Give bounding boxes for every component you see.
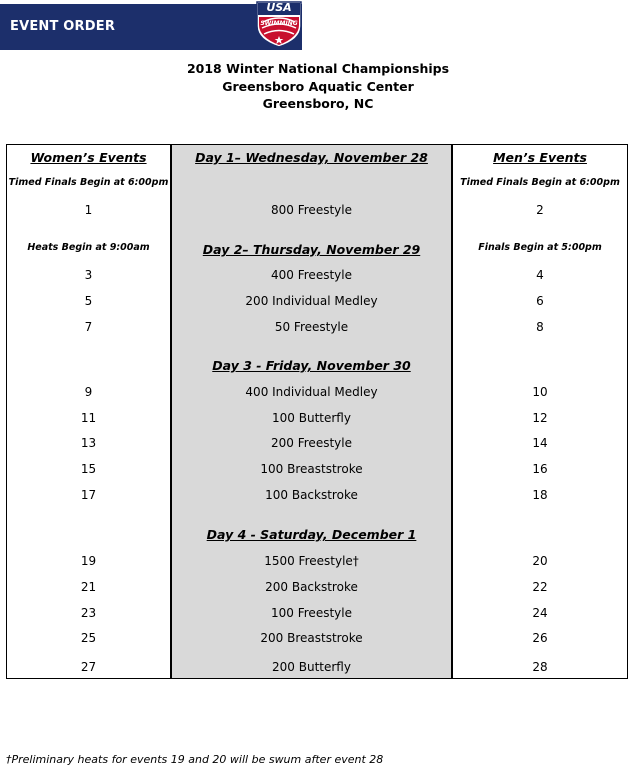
men-event-number: 6: [536, 294, 544, 308]
event-name: 1500 Freestyle†: [264, 554, 359, 568]
event-name: 200 Individual Medley: [245, 294, 378, 308]
event-name: 50 Freestyle: [274, 320, 349, 334]
logo-text-swimming: SWIMMING: [260, 20, 298, 27]
men-event-number: 18: [532, 488, 548, 502]
women-event-number: 5: [84, 294, 93, 308]
men-event-number: 20: [532, 554, 548, 568]
event-name: 200 Breaststroke: [260, 631, 363, 645]
heading-title: 2018 Winter National Championships: [186, 61, 450, 76]
men-event-number: 2: [536, 203, 544, 217]
women-event-number: 15: [80, 462, 97, 476]
women-event-number: 19: [80, 554, 97, 568]
women-event-number: 9: [84, 385, 93, 399]
event-name: 400 Individual Medley: [245, 385, 378, 399]
men-session-day1: Timed Finals Begin at 6:00pm: [460, 177, 620, 188]
banner-title: EVENT ORDER: [10, 19, 116, 34]
men-event-number: 8: [536, 320, 544, 334]
women-event-number: 13: [80, 436, 97, 450]
heading-city: Greensboro, NC: [262, 96, 374, 111]
heading-venue: Greensboro Aquatic Center: [222, 78, 414, 94]
event-name: 100 Butterfly: [272, 411, 351, 425]
women-session-day1: Timed Finals Begin at 6:00pm: [8, 177, 169, 188]
day3-header: Day 3 - Friday, November 30: [212, 358, 411, 373]
event-name: 800 Freestyle: [271, 203, 352, 217]
men-event-number: 24: [532, 606, 548, 620]
logo-text-usa: USA: [266, 1, 292, 14]
day2-header: Day 2– Thursday, November 29: [202, 242, 421, 257]
women-event-number: 21: [80, 580, 97, 594]
men-session-day2: Finals Begin at 5:00pm: [478, 242, 602, 253]
event-name: 400 Freestyle: [271, 268, 352, 282]
men-header: Men’s Events: [493, 150, 587, 165]
men-event-number: 16: [532, 462, 548, 476]
page-heading: [0, 60, 636, 113]
footnote: †Preliminary heats for events 19 and 20 will be swum after event 28: [6, 753, 384, 766]
event-name: 200 Butterfly: [272, 660, 351, 674]
men-event-number: 12: [532, 411, 548, 425]
men-event-number: 28: [532, 660, 548, 674]
men-event-number: 22: [532, 580, 548, 594]
women-session-day2: Heats Begin at 9:00am: [27, 242, 150, 253]
women-event-number: 27: [80, 660, 97, 674]
women-event-number: 25: [80, 631, 97, 645]
women-event-number: 7: [84, 320, 93, 334]
event-name: 100 Breaststroke: [260, 462, 363, 476]
women-event-number: 17: [80, 488, 97, 502]
men-event-number: 10: [532, 385, 548, 399]
event-names-column: [170, 145, 453, 678]
women-event-number: 3: [84, 268, 93, 282]
event-name: 200 Freestyle: [271, 436, 352, 450]
men-events-column: [453, 145, 627, 678]
men-event-number: 4: [536, 268, 544, 282]
women-event-number: 1: [84, 203, 93, 217]
event-name: 100 Freestyle: [271, 606, 352, 620]
event-name: 200 Backstroke: [265, 580, 358, 594]
event-order-table: [6, 144, 628, 679]
women-event-number: 11: [80, 411, 97, 425]
men-event-number: 26: [532, 631, 548, 645]
men-event-number: 14: [532, 436, 548, 450]
day4-header: Day 4 - Saturday, December 1: [206, 527, 417, 542]
day1-header: Day 1– Wednesday, November 28: [195, 150, 428, 165]
women-header: Women’s Events: [30, 150, 147, 165]
event-name: 100 Backstroke: [265, 488, 358, 502]
women-events-column: [7, 145, 170, 678]
women-event-number: 23: [80, 606, 97, 620]
